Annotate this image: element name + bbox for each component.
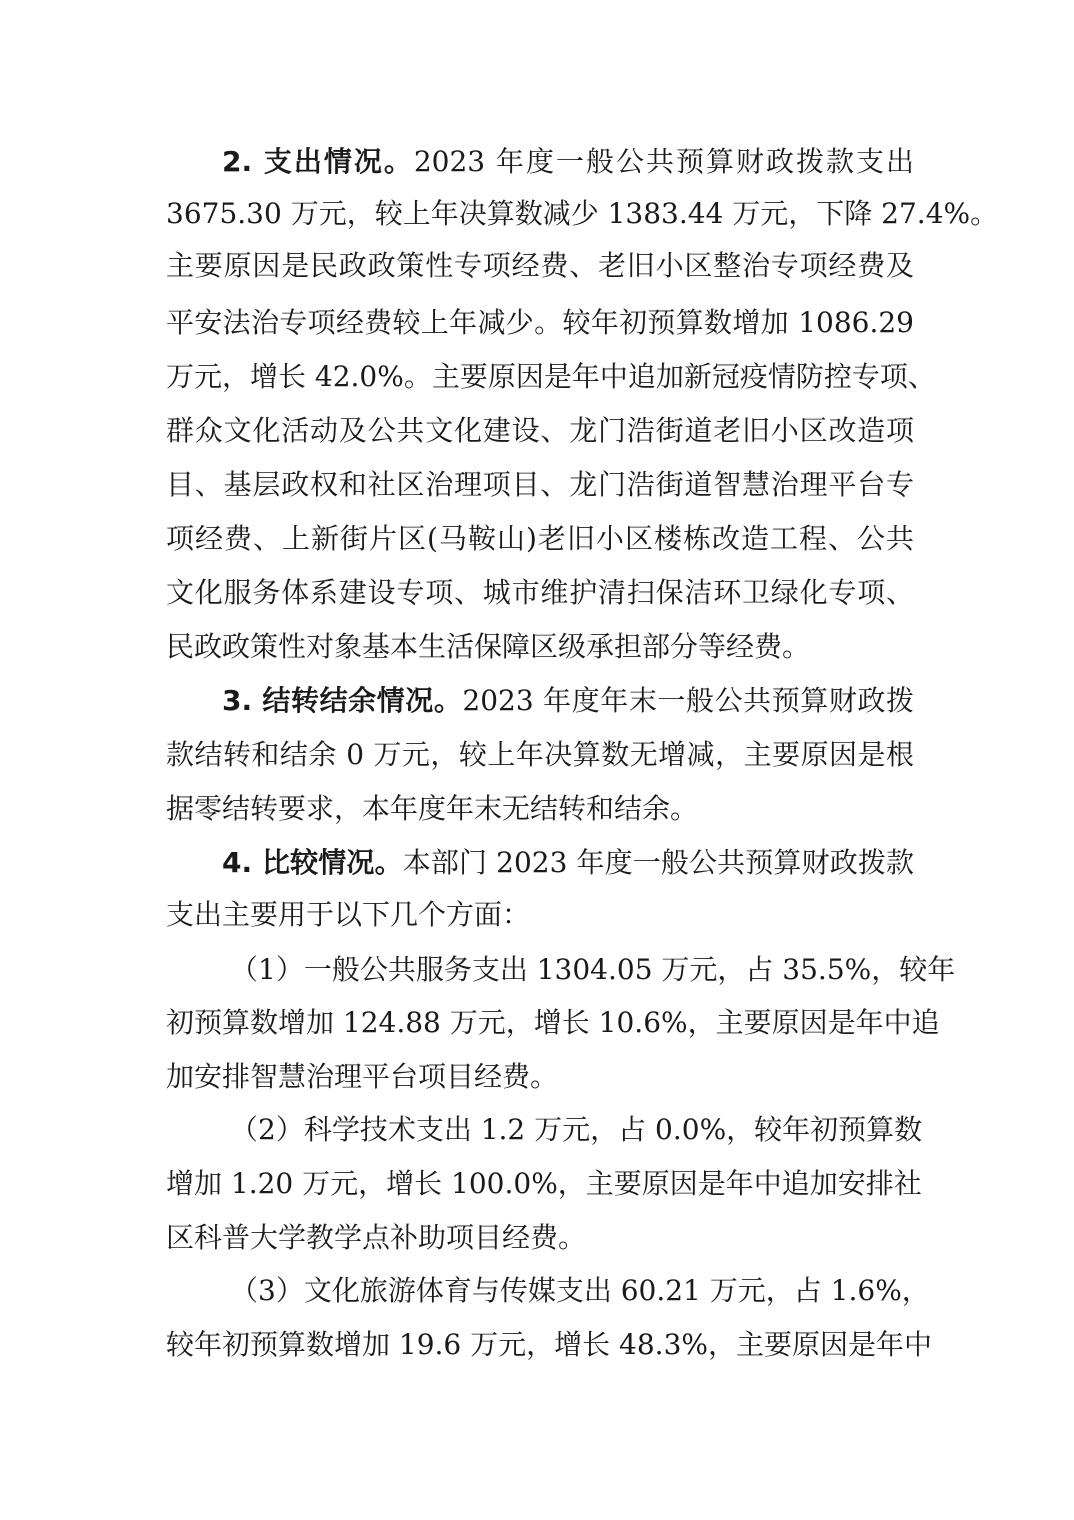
text-line: 平安法治专项经费较上年减少。较年初预算数增加 1086.29 — [166, 306, 914, 339]
text-line: 3675.30 万元，较上年决算数减少 1383.44 万元，下降 27.4%。 — [166, 197, 999, 230]
text-line: 文化服务体系建设专项、城市维护清扫保洁环卫绿化专项、 — [166, 576, 914, 609]
text-line: 增加 1.20 万元，增长 100.0%，主要原因是年中追加安排社 — [166, 1167, 922, 1200]
text-line: 项经费、上新街片区(马鞍山)老旧小区楼栋改造工程、公共 — [166, 522, 914, 555]
section-heading: 3. 结转结余情况。 — [222, 684, 463, 717]
section-heading: 4. 比较情况。 — [222, 846, 403, 879]
text-line: 加安排智慧治理平台项目经费。 — [166, 1060, 559, 1093]
text-line: 区科普大学教学点补助项目经费。 — [166, 1221, 587, 1254]
text-line: 万元，增长 42.0%。主要原因是年中追加新冠疫情防控专项、 — [166, 360, 936, 393]
text-line: 群众文化活动及公共文化建设、龙门浩街道老旧小区改造项 — [166, 414, 914, 447]
text-line: 民政政策性对象基本生活保障区级承担部分等经费。 — [166, 630, 811, 663]
text-line: （1）一般公共服务支出 1304.05 万元，占 35.5%，较年 — [230, 953, 956, 986]
text-line: （3）文化旅游体育与传媒支出 60.21 万元，占 1.6%， — [230, 1274, 930, 1307]
section-heading: 2. 支出情况。 — [222, 145, 414, 178]
text-line: 据零结转要求，本年度年末无结转和结余。 — [166, 792, 699, 825]
text-line: 初预算数增加 124.88 万元，增长 10.6%，主要原因是年中追 — [166, 1006, 940, 1039]
text-line: 2. 支出情况。2023 年度一般公共预算财政拨款支出 — [222, 145, 914, 178]
text-line: 目、基层政权和社区治理项目、龙门浩街道智慧治理平台专 — [166, 468, 914, 501]
text-line: 支出主要用于以下几个方面： — [166, 898, 531, 931]
text-line: 主要原因是民政政策性专项经费、老旧小区整治专项经费及 — [166, 249, 914, 282]
text-line: 4. 比较情况。本部门 2023 年度一般公共预算财政拨款 — [222, 846, 914, 879]
text-line: 较年初预算数增加 19.6 万元，增长 48.3%，主要原因是年中 — [166, 1328, 932, 1361]
text-line: 款结转和结余 0 万元，较上年决算数无增减，主要原因是根 — [166, 738, 914, 771]
text-line: 3. 结转结余情况。2023 年度年末一般公共预算财政拨 — [222, 684, 914, 717]
text-line: （2）科学技术支出 1.2 万元，占 0.0%，较年初预算数 — [230, 1113, 923, 1146]
